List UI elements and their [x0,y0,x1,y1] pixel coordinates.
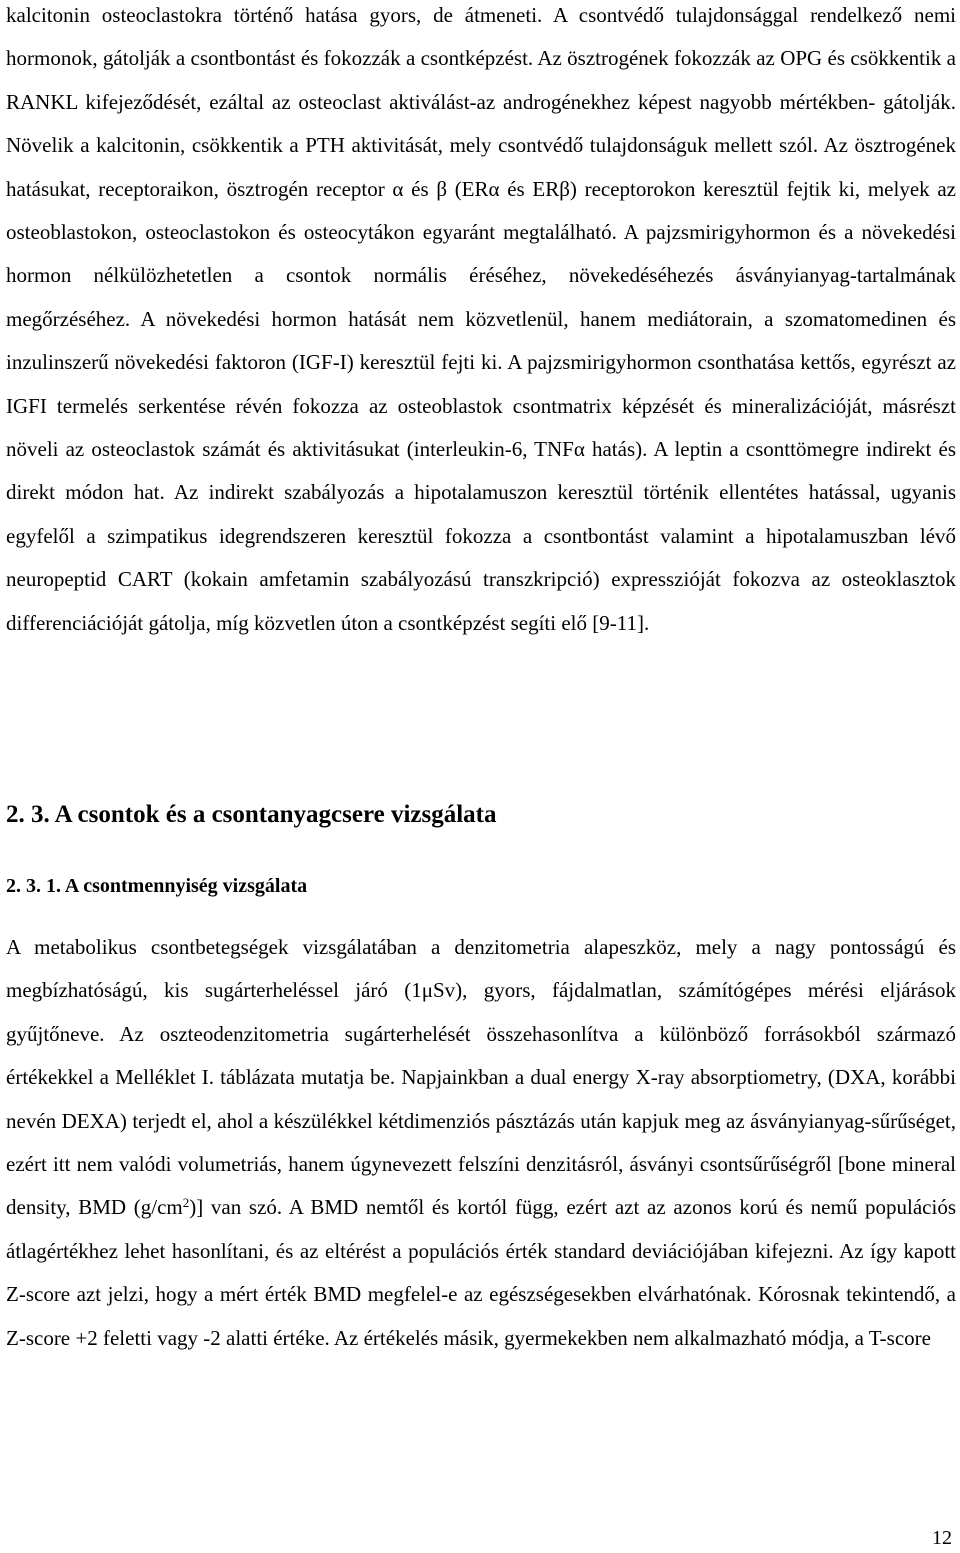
paragraph-text-part-2: )] van szó. A BMD nemtől és kortól függ, ezért azt az azonos korú és nemű populációs átlagértékhez lehet hasonlítani, és az eltérést a populációs érték standard deviációjában kifejezni. Az így kapott Z-score azt jelzi, hogy a mért érték BMD megfelel-e az egészségesekben elvárhatónak. Kórosnak tekintendő, a Z-score +2 feletti vagy -2 alatti értéke. Az értékelés másik, gyermekekben nem alkalmazható módja, a T-score [6,1195,956,1350]
page-number: 12 [932,1527,952,1549]
section-heading: 2. 3. A csontok és a csontanyagcsere vizsgálata [6,801,497,828]
body-paragraph-hormones: kalcitonin osteoclastokra történő hatása gyors, de átmeneti. A csontvédő tulajdonsággal rendelkező nemi hormonok, gátolják a csontbontást és fokozzák a csontképzést. Az ösztrogének fokozzák az OPG és csökkentik a RANKL kifejeződését, ezáltal az osteoclast aktiválást-az androgénekhez képest nagyobb mértékben- gátolják. Növelik a kalcitonin, csökkentik a PTH aktivitását, mely csontvédő tulajdonságuk mellett szól. Az ösztrogének hatásukat, receptoraikon, ösztrogén receptor α és β (ERα és ERβ) receptorokon keresztül fejtik ki, melyek az osteoblastokon, osteoclastokon és osteocytákon egyaránt megtalálható. A pajzsmirigyhormon és a növekedési hormon nélkülözhetetlen a csontok normális éréséhez, növekedéséhezés ásványianyag-tartalmának megőrzéséhez. A növekedési hormon hatását nem közvetlenül, hanem mediátorain, a szomatomedinen és inzulinszerű növekedési faktoron (IGF-I) keresztül fejti ki. A pajzsmirigyhormon csonthatása kettős, egyrészt az IGFI termelés serkentése révén fokozza az osteoblastok csontmatrix képzését és mineralizációját, másrészt növeli az osteoclastok számát és aktivitásukat (interleukin-6, TNFα hatás). A leptin a csonttömegre indirekt és direkt módon hat. Az indirekt szabályozás a hipotalamuszon keresztül történik ellentétes hatással, ugyanis egyfelől a szimpatikus idegrendszeren keresztül fokozza a csontbontást valamint a hipotalamuszban lévő neuropeptid CART (kokain amfetamin szabályozású transzkripció) expresszióját fokozva az osteoklasztok differenciációját gátolja, míg közvetlen úton a csontképzést segíti elő [9-11]. [6,3,956,635]
superscript-exponent: 2 [182,1195,190,1211]
body-paragraph-densitometry [6,926,956,1360]
subsection-heading: 2. 3. 1. A csontmennyiség vizsgálata [6,875,308,897]
paragraph-text-part-1: A metabolikus csontbetegségek vizsgálatában a denzitometria alapeszköz, mely a nagy pontosságú és megbízhatóságú, kis sugárterheléssel járó (1μSv), gyors, fájdalmatlan, számítógépes mérési eljárások gyűjtőneve. Az oszteodenzitometria sugárterhelését összehasonlítva a különböző forrásokból származó értékekkel a Melléklet I. táblázata mutatja be. Napjainkban a dual energy X-ray absorptiometry, (DXA, korábbi nevén DEXA) terjedt el, ahol a készülékkel kétdimenziós pásztázás után kapjuk meg az ásványianyag-sűrűséget, ezért itt nem valódi volumetriás, hanem úgynevezett felszíni denzitásról, ásványi csontsűrűségről [bone mineral density, BMD (g/cm [6,935,956,1220]
